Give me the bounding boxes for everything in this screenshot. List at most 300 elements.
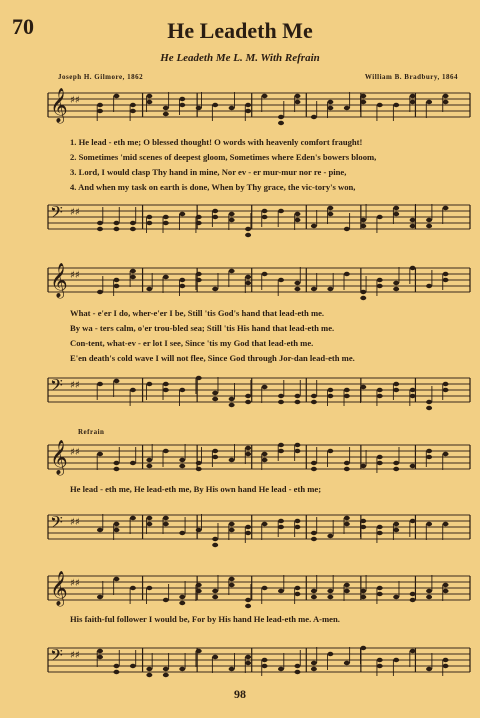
key-signature: ♯♯	[70, 95, 80, 106]
note-head	[212, 449, 218, 453]
note-head	[327, 206, 333, 210]
note-head	[196, 589, 202, 593]
note-head	[360, 296, 366, 300]
note-head	[113, 577, 119, 581]
refrain-label: Refrain	[78, 428, 105, 436]
note-head	[443, 278, 449, 282]
note-head	[245, 531, 251, 535]
note-head	[113, 278, 119, 282]
note-head	[245, 604, 251, 608]
note-head	[377, 394, 383, 398]
note-head	[443, 452, 449, 456]
note-head	[130, 227, 136, 231]
note-head	[360, 519, 366, 523]
note-head	[179, 97, 185, 101]
note-head	[294, 443, 300, 447]
note-head	[377, 388, 383, 392]
note-head	[393, 281, 399, 285]
note-head	[163, 275, 169, 279]
note-head	[262, 586, 268, 590]
note-head	[163, 106, 169, 110]
note-head	[294, 394, 300, 398]
note-head	[146, 382, 152, 386]
note-head	[245, 109, 251, 113]
hymn-title: He Leadeth Me	[167, 18, 313, 43]
note-head	[245, 598, 251, 602]
note-head	[410, 519, 416, 523]
note-head	[179, 278, 185, 282]
final-lyrics	[70, 612, 480, 627]
note-head	[262, 209, 268, 213]
note-head	[113, 94, 119, 98]
verse-lyrics-system-2	[70, 306, 480, 366]
key-signature: ♯♯	[70, 447, 80, 458]
note-head	[196, 461, 202, 465]
note-head	[196, 376, 202, 380]
note-head	[97, 595, 103, 599]
key-signature: ♯♯	[70, 578, 80, 589]
note-head	[196, 221, 202, 225]
lyric-line: What - e'er I do, wher-e'er I be, Still 'tis God's hand that lead-eth me.	[70, 308, 325, 318]
note-head	[311, 461, 317, 465]
footer-page-number: 98	[234, 687, 246, 701]
note-head	[443, 664, 449, 668]
note-head	[410, 464, 416, 468]
note-head	[294, 519, 300, 523]
note-head	[146, 215, 152, 219]
lyric-line: 1. He lead - eth me; O blessed thought! O words with heavenly comfort fraught!	[70, 137, 363, 147]
treble-clef-icon: 𝄞	[50, 88, 68, 123]
note-head	[278, 519, 284, 523]
note-head	[278, 443, 284, 447]
note-head	[245, 525, 251, 529]
note-head	[97, 290, 103, 294]
note-head	[179, 595, 185, 599]
note-head	[278, 449, 284, 453]
note-head	[212, 589, 218, 593]
key-signature: ♯♯	[70, 650, 80, 661]
note-head	[443, 522, 449, 526]
note-head	[97, 109, 103, 113]
note-head	[426, 406, 432, 410]
note-head	[410, 100, 416, 104]
note-head	[443, 658, 449, 662]
note-head	[146, 516, 152, 520]
note-head	[426, 595, 432, 599]
note-head	[229, 403, 235, 407]
hymn-subtitle: He Leadeth Me L. M. With Refrain	[160, 52, 320, 64]
note-head	[163, 516, 169, 520]
note-head	[179, 464, 185, 468]
note-head	[212, 537, 218, 541]
note-head	[245, 452, 251, 456]
note-head	[113, 522, 119, 526]
note-head	[410, 649, 416, 653]
note-head	[327, 449, 333, 453]
note-head	[426, 522, 432, 526]
note-head	[377, 658, 383, 662]
note-head	[245, 655, 251, 659]
note-head	[97, 528, 103, 532]
note-head	[344, 461, 350, 465]
note-head	[410, 224, 416, 228]
note-head	[327, 394, 333, 398]
note-head	[426, 400, 432, 404]
note-head	[262, 385, 268, 389]
note-head	[229, 269, 235, 273]
note-head	[245, 661, 251, 665]
note-head	[113, 467, 119, 471]
note-head	[294, 664, 300, 668]
note-head	[179, 103, 185, 107]
note-head	[360, 290, 366, 294]
note-head	[344, 583, 350, 587]
note-head	[360, 646, 366, 650]
note-head	[146, 464, 152, 468]
note-head	[344, 272, 350, 276]
note-head	[212, 209, 218, 213]
note-head	[344, 388, 350, 392]
note-head	[377, 103, 383, 107]
note-head	[146, 522, 152, 526]
note-head	[410, 394, 416, 398]
note-head	[212, 397, 218, 401]
note-head	[377, 284, 383, 288]
note-head	[294, 449, 300, 453]
note-head	[294, 218, 300, 222]
note-head	[327, 388, 333, 392]
note-head	[245, 233, 251, 237]
treble-staff-1	[0, 85, 480, 135]
note-head	[294, 525, 300, 529]
note-head	[311, 467, 317, 471]
bass-staff-2	[0, 370, 480, 420]
note-head	[245, 446, 251, 450]
note-head	[229, 522, 235, 526]
note-head	[179, 601, 185, 605]
note-head	[410, 266, 416, 270]
note-head	[344, 516, 350, 520]
note-head	[426, 667, 432, 671]
note-head	[327, 287, 333, 291]
note-head	[377, 278, 383, 282]
key-signature: ♯♯	[70, 207, 80, 218]
note-head	[426, 284, 432, 288]
note-head	[311, 224, 317, 228]
note-head	[97, 382, 103, 386]
note-head	[146, 673, 152, 677]
note-head	[327, 652, 333, 656]
note-head	[311, 661, 317, 665]
key-signature: ♯♯	[70, 270, 80, 281]
note-head	[229, 577, 235, 581]
note-head	[146, 458, 152, 462]
note-head	[97, 221, 103, 225]
note-head	[262, 458, 268, 462]
note-head	[410, 94, 416, 98]
note-head	[311, 537, 317, 541]
note-head	[443, 583, 449, 587]
note-head	[163, 221, 169, 225]
note-head	[163, 522, 169, 526]
note-head	[311, 400, 317, 404]
note-head	[179, 388, 185, 392]
note-head	[443, 589, 449, 593]
refrain-lyrics	[70, 482, 480, 497]
note-head	[130, 275, 136, 279]
note-head	[278, 394, 284, 398]
note-head	[130, 388, 136, 392]
lyric-line: His faith-ful follower I would be, For by His hand He lead-eth me. A-men.	[70, 614, 340, 624]
words-credit: Joseph H. Gilmore, 1862	[58, 73, 144, 81]
note-head	[443, 382, 449, 386]
note-head	[179, 284, 185, 288]
lyric-line: By wa - ters calm, o'er trou-bled sea; Still 'tis His hand that lead-eth me.	[70, 323, 335, 333]
note-head	[113, 664, 119, 668]
note-head	[393, 388, 399, 392]
note-head	[212, 103, 218, 107]
note-head	[410, 592, 416, 596]
bass-staff-3	[0, 507, 480, 557]
note-head	[245, 394, 251, 398]
note-head	[294, 592, 300, 596]
note-head	[377, 215, 383, 219]
note-head	[344, 106, 350, 110]
note-head	[97, 452, 103, 456]
note-head	[360, 94, 366, 98]
lyric-line: He lead - eth me, He lead-eth me, By His own hand He lead - eth me;	[70, 484, 322, 494]
note-head	[377, 461, 383, 465]
note-head	[344, 467, 350, 471]
note-head	[410, 218, 416, 222]
note-head	[113, 284, 119, 288]
note-head	[327, 212, 333, 216]
note-head	[393, 467, 399, 471]
note-head	[344, 394, 350, 398]
treble-staff-3	[0, 437, 480, 487]
note-head	[443, 100, 449, 104]
note-head	[344, 661, 350, 665]
note-head	[278, 121, 284, 125]
note-head	[294, 670, 300, 674]
note-head	[97, 655, 103, 659]
note-head	[278, 525, 284, 529]
note-head	[443, 388, 449, 392]
note-head	[113, 528, 119, 532]
note-head	[163, 112, 169, 116]
note-head	[294, 586, 300, 590]
note-head	[311, 667, 317, 671]
lyric-line: Con-tent, what-ev - er lot I see, Since 'tis my God that lead-eth me.	[70, 338, 314, 348]
note-head	[146, 586, 152, 590]
note-head	[360, 224, 366, 228]
note-head	[245, 275, 251, 279]
bass-clef-icon: 𝄢	[50, 202, 63, 226]
note-head	[262, 658, 268, 662]
note-head	[344, 227, 350, 231]
note-head	[426, 224, 432, 228]
note-head	[163, 667, 169, 671]
note-head	[196, 215, 202, 219]
lyric-line: 3. Lord, I would clasp Thy hand in mine, Nor ev - er mur-mur nor re - pine,	[70, 167, 347, 177]
note-head	[229, 106, 235, 110]
note-head	[196, 528, 202, 532]
note-head	[97, 227, 103, 231]
treble-clef-icon: 𝄞	[50, 263, 68, 298]
note-head	[262, 272, 268, 276]
note-head	[245, 227, 251, 231]
note-head	[229, 212, 235, 216]
note-head	[443, 272, 449, 276]
note-head	[327, 106, 333, 110]
note-head	[146, 667, 152, 671]
note-head	[393, 522, 399, 526]
note-head	[262, 215, 268, 219]
note-head	[360, 218, 366, 222]
verse-lyrics-system-1	[70, 135, 480, 195]
bass-clef-icon: 𝄢	[50, 645, 63, 669]
note-head	[278, 400, 284, 404]
note-head	[212, 655, 218, 659]
note-head	[113, 221, 119, 225]
note-head	[377, 664, 383, 668]
note-head	[163, 449, 169, 453]
lyric-line: E'en death's cold wave I will not flee, Since God through Jor-dan lead-eth me.	[70, 353, 355, 363]
note-head	[130, 461, 136, 465]
note-head	[360, 464, 366, 468]
note-head	[212, 595, 218, 599]
note-head	[294, 212, 300, 216]
note-head	[262, 94, 268, 98]
note-head	[311, 589, 317, 593]
note-head	[163, 382, 169, 386]
note-head	[179, 458, 185, 462]
note-head	[196, 278, 202, 282]
note-head	[212, 391, 218, 395]
note-head	[278, 589, 284, 593]
note-head	[294, 94, 300, 98]
treble-staff-4	[0, 568, 480, 618]
note-head	[311, 531, 317, 535]
note-head	[426, 455, 432, 459]
note-head	[212, 287, 218, 291]
note-head	[245, 281, 251, 285]
note-head	[278, 278, 284, 282]
note-head	[229, 218, 235, 222]
note-head	[245, 103, 251, 107]
note-head	[130, 269, 136, 273]
note-head	[130, 221, 136, 225]
note-head	[163, 673, 169, 677]
note-head	[146, 100, 152, 104]
note-head	[196, 467, 202, 471]
note-head	[113, 379, 119, 383]
note-head	[360, 525, 366, 529]
note-head	[327, 595, 333, 599]
note-head	[344, 589, 350, 593]
note-head	[311, 595, 317, 599]
note-head	[163, 598, 169, 602]
page-number: 70	[12, 14, 34, 39]
treble-staff-2	[0, 260, 480, 310]
note-head	[262, 522, 268, 526]
note-head	[212, 543, 218, 547]
note-head	[196, 583, 202, 587]
note-head	[443, 94, 449, 98]
note-head	[113, 461, 119, 465]
note-head	[163, 388, 169, 392]
note-head	[311, 287, 317, 291]
note-head	[327, 534, 333, 538]
note-head	[130, 103, 136, 107]
note-head	[262, 452, 268, 456]
note-head	[97, 103, 103, 107]
bass-staff-4	[0, 640, 480, 690]
note-head	[229, 667, 235, 671]
note-head	[196, 649, 202, 653]
note-head	[179, 212, 185, 216]
note-head	[360, 385, 366, 389]
note-head	[393, 528, 399, 532]
note-head	[294, 281, 300, 285]
note-head	[113, 670, 119, 674]
note-head	[294, 100, 300, 104]
bass-clef-icon: 𝄢	[50, 375, 63, 399]
note-head	[426, 449, 432, 453]
note-head	[311, 115, 317, 119]
note-head	[426, 100, 432, 104]
note-head	[196, 272, 202, 276]
note-head	[278, 209, 284, 213]
note-head	[393, 461, 399, 465]
note-head	[163, 215, 169, 219]
note-head	[377, 455, 383, 459]
note-head	[130, 586, 136, 590]
note-head	[229, 458, 235, 462]
note-head	[327, 100, 333, 104]
note-head	[393, 212, 399, 216]
note-head	[294, 287, 300, 291]
note-head	[360, 589, 366, 593]
treble-clef-icon: 𝄞	[50, 440, 68, 475]
note-head	[262, 664, 268, 668]
note-head	[344, 522, 350, 526]
note-head	[393, 382, 399, 386]
note-head	[146, 287, 152, 291]
key-signature: ♯♯	[70, 380, 80, 391]
music-credit: William B. Bradbury, 1864	[364, 73, 458, 81]
note-head	[130, 516, 136, 520]
note-head	[97, 649, 103, 653]
note-head	[393, 206, 399, 210]
lyric-line: 2. Sometimes 'mid scenes of deepest gloom, Sometimes where Eden's bowers bloom,	[70, 152, 377, 162]
note-head	[212, 455, 218, 459]
note-head	[393, 595, 399, 599]
note-head	[410, 598, 416, 602]
note-head	[327, 589, 333, 593]
note-head	[229, 528, 235, 532]
note-head	[229, 583, 235, 587]
bass-clef-icon: 𝄢	[50, 512, 63, 536]
note-head	[360, 100, 366, 104]
note-head	[130, 109, 136, 113]
treble-clef-icon: 𝄞	[50, 571, 68, 606]
note-head	[393, 287, 399, 291]
note-head	[311, 394, 317, 398]
note-head	[245, 400, 251, 404]
note-head	[278, 115, 284, 119]
bass-staff-1	[0, 197, 480, 247]
